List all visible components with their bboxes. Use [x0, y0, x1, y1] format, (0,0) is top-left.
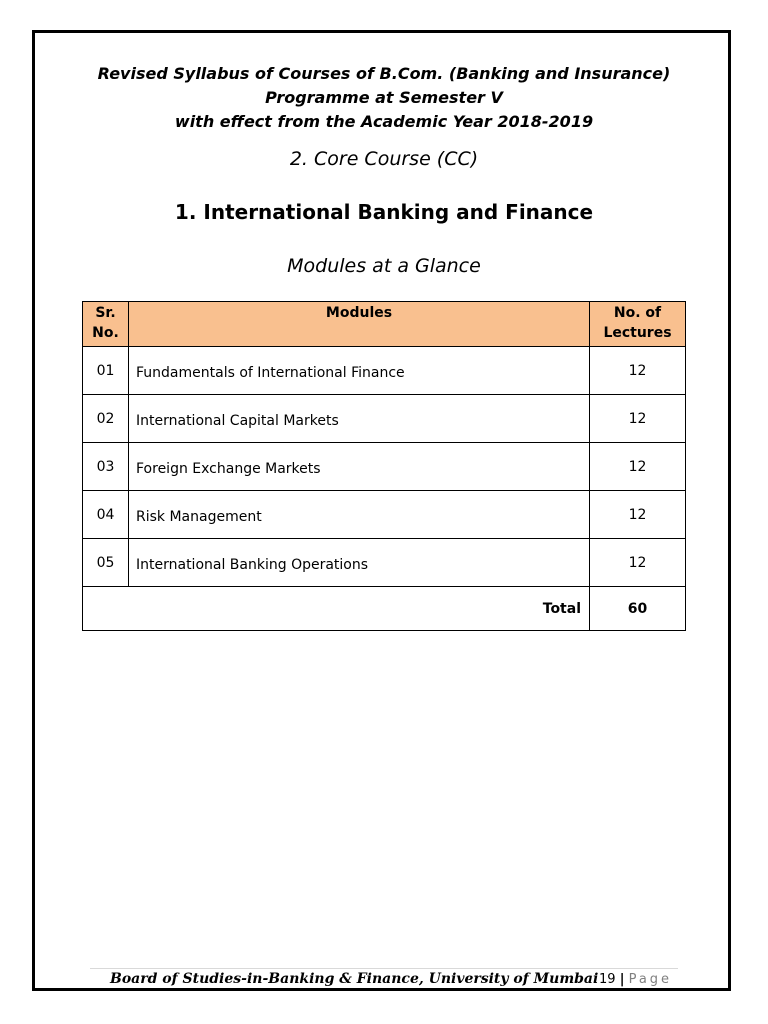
total-value: 60 — [590, 587, 686, 631]
table-header-row — [83, 302, 686, 347]
table-row — [83, 395, 686, 443]
sr-cell: 01 — [83, 347, 129, 395]
lectures-cell: 12 — [590, 491, 686, 539]
course-heading: 2. Core Course (CC) — [289, 148, 479, 170]
header-lectures-line2: Lectures — [603, 325, 672, 341]
header-line-3: with effect from the Academic Year 2018-2019 — [174, 112, 594, 131]
lectures-cell: 12 — [590, 347, 686, 395]
module-cell: Risk Management — [129, 491, 590, 539]
lectures-cell: 12 — [590, 539, 686, 587]
lectures-cell: 12 — [590, 395, 686, 443]
page-number: 19 — [599, 972, 616, 987]
header-lectures — [590, 302, 686, 347]
table-row — [83, 443, 686, 491]
footer-divider — [90, 968, 678, 969]
footer-text: Board of Studies-in-Banking & Finance, University of Mumbai — [110, 971, 599, 987]
sr-cell: 02 — [83, 395, 129, 443]
header-lectures-line1: No. of — [613, 305, 662, 321]
header-modules: Modules — [129, 302, 590, 347]
page-word: Page — [628, 972, 673, 987]
header-sr-line2: No. — [92, 325, 119, 341]
module-cell: Fundamentals of International Finance — [129, 347, 590, 395]
module-cell: International Banking Operations — [129, 539, 590, 587]
module-cell: Foreign Exchange Markets — [129, 443, 590, 491]
table-row — [83, 491, 686, 539]
course-title: 1. International Banking and Finance — [174, 200, 594, 224]
total-label: Total — [83, 587, 590, 631]
header-line-2: Programme at Semester V — [265, 88, 503, 107]
sr-cell: 04 — [83, 491, 129, 539]
page-indicator — [599, 972, 672, 987]
header-sr-line1: Sr. — [95, 305, 116, 321]
sr-cell: 03 — [83, 443, 129, 491]
table-row — [83, 347, 686, 395]
lectures-cell: 12 — [590, 443, 686, 491]
total-row — [83, 587, 686, 631]
section-title: Modules at a Glance — [287, 255, 481, 277]
module-cell: International Capital Markets — [129, 395, 590, 443]
header-sr-no — [83, 302, 129, 347]
page-separator: | — [619, 972, 625, 987]
header-line-1: Revised Syllabus of Courses of B.Com. (Banking and Insurance) — [97, 64, 671, 83]
sr-cell: 05 — [83, 539, 129, 587]
table-row — [83, 539, 686, 587]
modules-table — [82, 301, 686, 631]
